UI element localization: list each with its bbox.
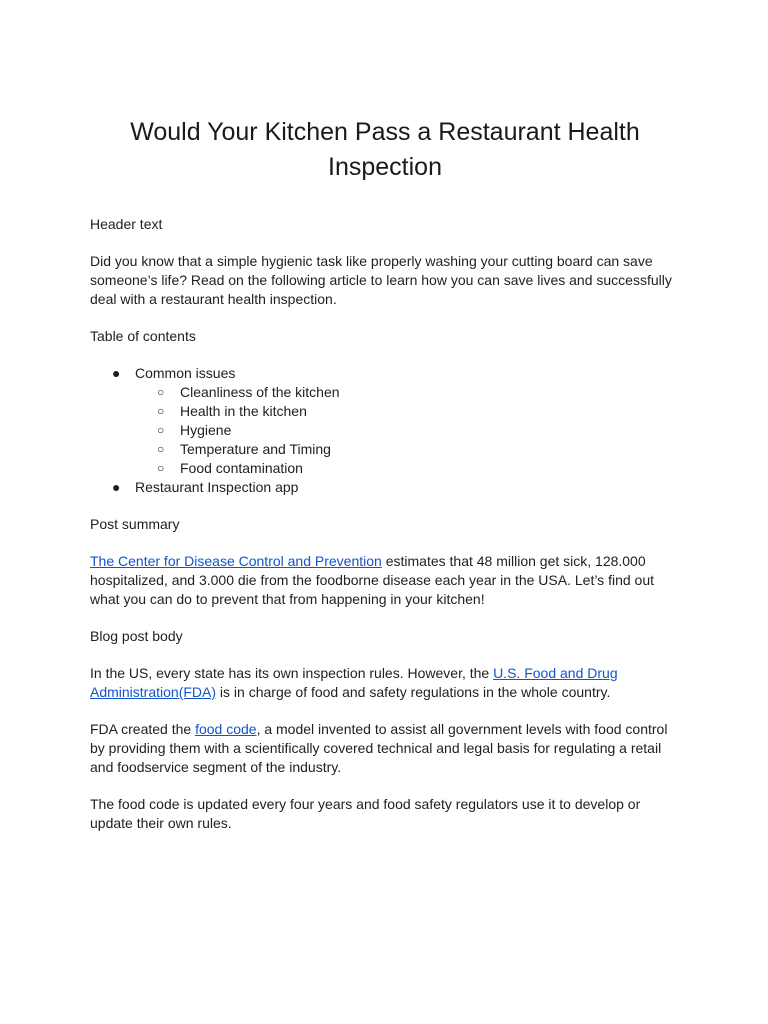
paragraph-text: is in charge of food and safety regulations in the whole country.: [216, 684, 611, 700]
toc-item-inspection-app: [90, 478, 680, 497]
hollow-bullet-icon: ○: [157, 385, 165, 399]
summary-paragraph: [90, 552, 680, 609]
toc-subitem: [135, 383, 680, 402]
toc-subitem-label: Temperature and Timing: [180, 441, 331, 457]
toc-subitem-label: Health in the kitchen: [180, 403, 307, 419]
toc-subitem: [135, 402, 680, 421]
intro-paragraph: Did you know that a simple hygienic task like properly washing your cutting board can save someone’s life? Read on the following article to learn how you can save lives and successfully deal with a restaurant health inspection.: [90, 253, 672, 307]
hollow-bullet-icon: ○: [157, 461, 165, 475]
hollow-bullet-icon: ○: [157, 423, 165, 437]
body-paragraph-3: The food code is updated every four years and food safety regulators use it to develop or update their own rules.: [90, 796, 641, 831]
document-title: Would Your Kitchen Pass a Restaurant Health Inspection: [130, 118, 640, 181]
body-paragraph-1: [90, 664, 680, 702]
toc-subitem: [135, 421, 680, 440]
filled-bullet-icon: ●: [112, 365, 121, 381]
filled-bullet-icon: ●: [112, 479, 121, 495]
hollow-bullet-icon: ○: [157, 404, 165, 418]
summary-text: estimates that 48 million get sick, 128.000 hospitalized, and 3.000 die from the foodborne disease each year in the USA. Let’s find out what you can do to prevent that from happening in your kitchen!: [90, 553, 654, 607]
toc-sublist: [135, 383, 680, 478]
toc-subitem: [135, 440, 680, 459]
body-paragraph-2: [90, 720, 680, 777]
fda-link[interactable]: U.S. Food and Drug Administration(FDA): [90, 665, 618, 700]
body-label: Blog post body: [90, 628, 183, 644]
toc-item-common-issues: [90, 364, 680, 478]
toc-label: Table of contents: [90, 328, 196, 344]
paragraph-text: , a model invented to assist all government levels with food control by providing them with a scientifically covered technical and legal basis for regulating a retail and foodservice segment of the industry.: [90, 721, 668, 775]
paragraph-text: FDA created the: [90, 721, 196, 737]
food-code-link[interactable]: food code: [195, 721, 257, 737]
toc-subitem: [135, 459, 680, 478]
toc-item-label: Restaurant Inspection app: [135, 479, 299, 495]
header-label: Header text: [90, 216, 163, 232]
summary-label: Post summary: [90, 516, 180, 532]
hollow-bullet-icon: ○: [157, 442, 165, 456]
toc-subitem-label: Hygiene: [180, 422, 232, 438]
toc-item-label: Common issues: [135, 365, 236, 381]
document-content: [90, 115, 680, 833]
paragraph-text: In the US, every state has its own inspection rules. However, the: [90, 665, 494, 681]
cdc-link[interactable]: The Center for Disease Control and Prevention: [90, 553, 382, 569]
toc-subitem-label: Cleanliness of the kitchen: [180, 384, 340, 400]
toc-subitem-label: Food contamination: [180, 460, 303, 476]
toc-list: [90, 364, 680, 497]
